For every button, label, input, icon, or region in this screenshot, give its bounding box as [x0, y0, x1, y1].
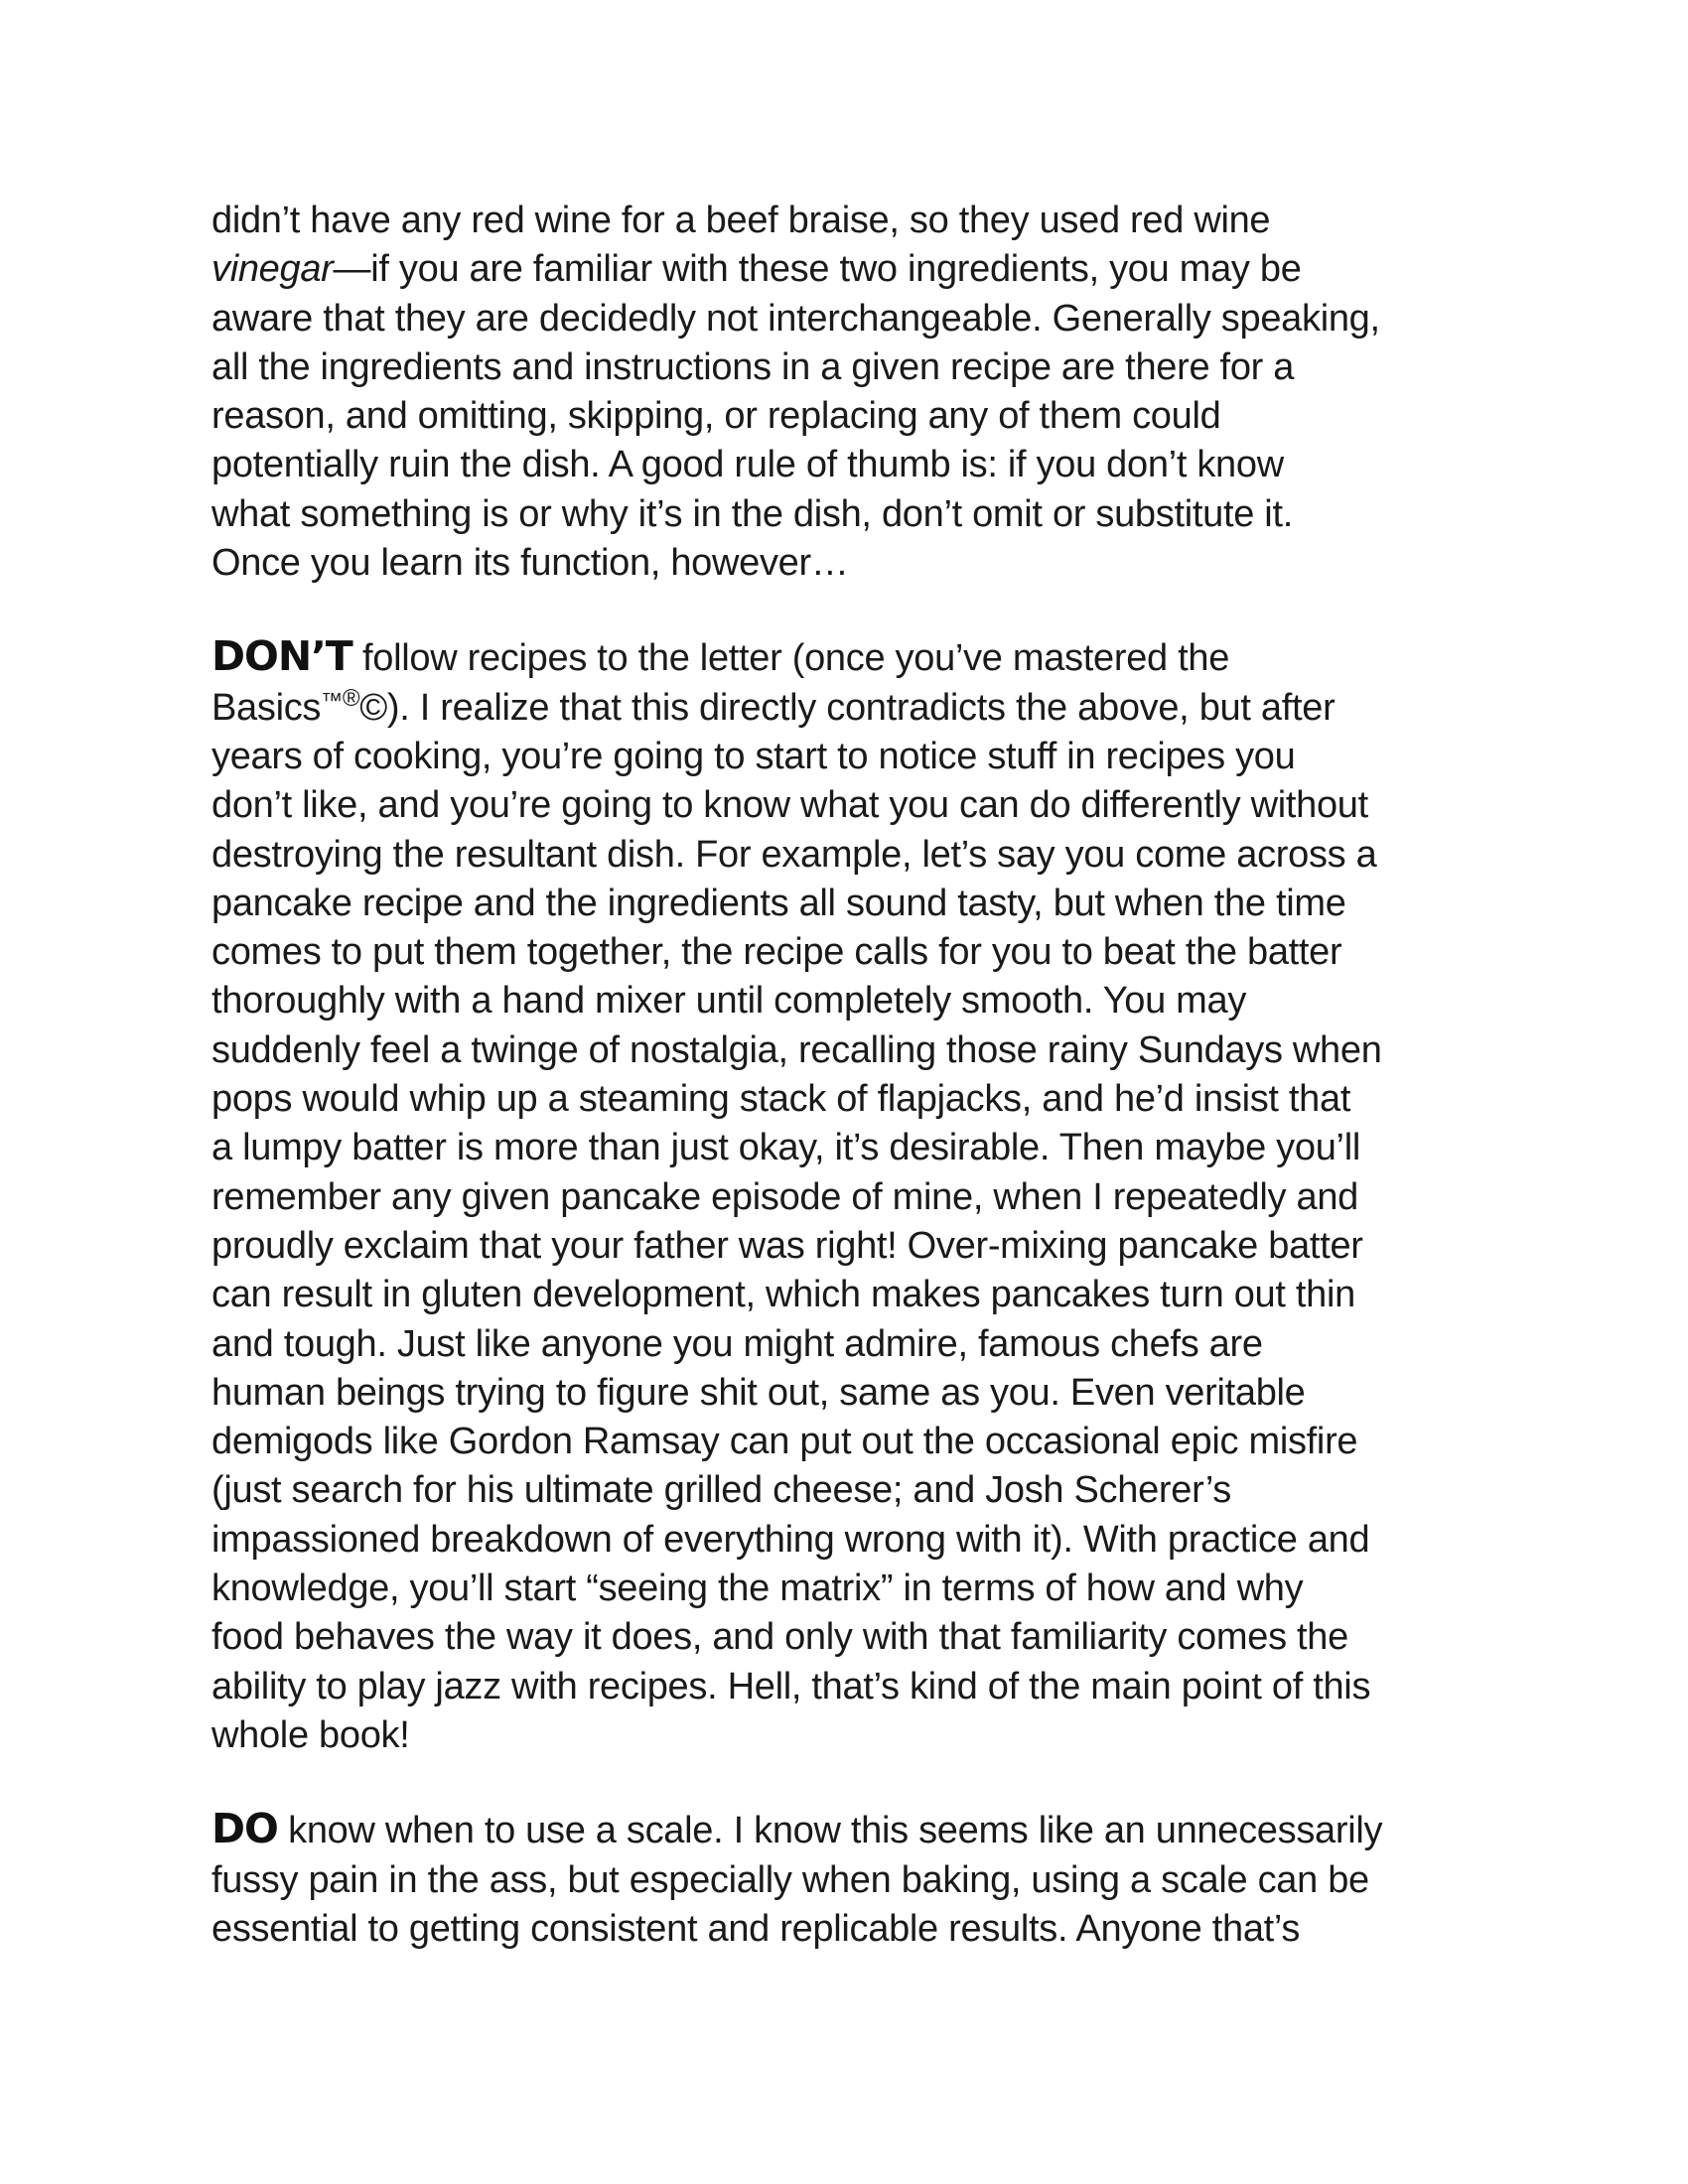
text-line-rest: know when to use a scale. I know this seems like an unnecessarily	[277, 1810, 1383, 1852]
paragraph-recipe-substitutions	[211, 197, 1502, 588]
registered-symbol: ®	[342, 684, 360, 712]
text-line: potentially ruin the dish. A good rule of thumb is: if you don’t know	[211, 444, 1284, 486]
text-line: demigods like Gordon Ramsay can put out the occasional epic misfire	[211, 1421, 1358, 1463]
text-line: human beings trying to figure shit out, same as you. Even veritable	[211, 1371, 1306, 1414]
text-line: Once you learn its function, however…	[211, 542, 849, 585]
text-line: reason, and omitting, skipping, or replacing any of them could	[211, 395, 1221, 438]
text-line: suddenly feel a twinge of nostalgia, recalling those rainy Sundays when	[211, 1028, 1382, 1071]
text-line	[211, 1805, 1502, 1855]
text-line: pancake recipe and the ingredients all sound tasty, but when the time	[211, 882, 1346, 924]
do-lead-word: DO	[211, 1805, 278, 1853]
copyright-symbol: ©	[359, 686, 387, 729]
italic-word: vinegar	[211, 248, 334, 291]
text-line: didn’t have any red wine for a beef braise, so they used red wine	[211, 200, 1271, 241]
text-line: impassioned breakdown of everything wrong with it). With practice and	[211, 1518, 1370, 1561]
text-line: proudly exclaim that your father was right! Over-mixing pancake batter	[211, 1224, 1363, 1267]
text-line: destroying the resultant dish. For example, let’s say you come across a	[211, 833, 1377, 876]
text-line-rest: ). I realize that this directly contradicts the above, but after	[386, 686, 1336, 729]
text-line: knowledge, you’ll start “seeing the matrix” in terms of how and why	[211, 1568, 1304, 1610]
text-line: don’t like, and you’re going to know what you can do differently without	[211, 784, 1368, 827]
text-line	[211, 684, 1502, 733]
text-line: can result in gluten development, which makes pancakes turn out thin	[211, 1274, 1355, 1316]
trademark-symbol: ™	[321, 687, 343, 713]
text-line: whole book!	[211, 1713, 410, 1756]
text-line: food behaves the way it does, and only with that familiarity comes the	[211, 1616, 1348, 1659]
basics-word: Basics	[211, 686, 322, 729]
text-line: comes to put them together, the recipe calls for you to beat the batter	[211, 931, 1342, 974]
paragraph-use-a-scale	[211, 1805, 1502, 1954]
text-line: aware that they are decidedly not interchangeable. Generally speaking,	[211, 297, 1380, 340]
text-line: all the ingredients and instructions in a given recipe are there for a	[211, 345, 1295, 388]
text-line-rest: —if you are familiar with these two ingredients, you may be	[333, 248, 1302, 291]
text-line: remember any given pancake episode of mine, when I repeatedly and	[211, 1175, 1358, 1218]
text-line: ability to play jazz with recipes. Hell, that’s kind of the main point of this	[211, 1665, 1371, 1707]
text-line-rest: follow recipes to the letter (once you’ve mastered the	[352, 637, 1230, 680]
text-line: and tough. Just like anyone you might admire, famous chefs are	[211, 1322, 1263, 1365]
text-line: pops would whip up a steaming stack of flapjacks, and he’d insist that	[211, 1078, 1351, 1121]
text-line: fussy pain in the ass, but especially when baking, using a scale can be	[211, 1858, 1369, 1901]
text-line: (just search for his ultimate grilled cheese; and Josh Scherer’s	[211, 1469, 1232, 1512]
page-body	[211, 197, 1502, 1998]
dont-lead-word: DON’T	[211, 632, 352, 681]
text-line	[211, 632, 1502, 683]
text-line: essential to getting consistent and replicable results. Anyone that’s	[211, 1907, 1301, 1950]
paragraph-dont-follow-recipes	[211, 632, 1502, 1760]
text-line: a lumpy batter is more than just okay, it’s desirable. Then maybe you’ll	[211, 1127, 1360, 1169]
text-line: thoroughly with a hand mixer until completely smooth. You may	[211, 980, 1247, 1023]
text-line: what something is or why it’s in the dish, don’t omit or substitute it.	[211, 492, 1293, 535]
text-line: years of cooking, you’re going to start to notice stuff in recipes you	[211, 735, 1296, 777]
text-line	[211, 245, 1502, 294]
